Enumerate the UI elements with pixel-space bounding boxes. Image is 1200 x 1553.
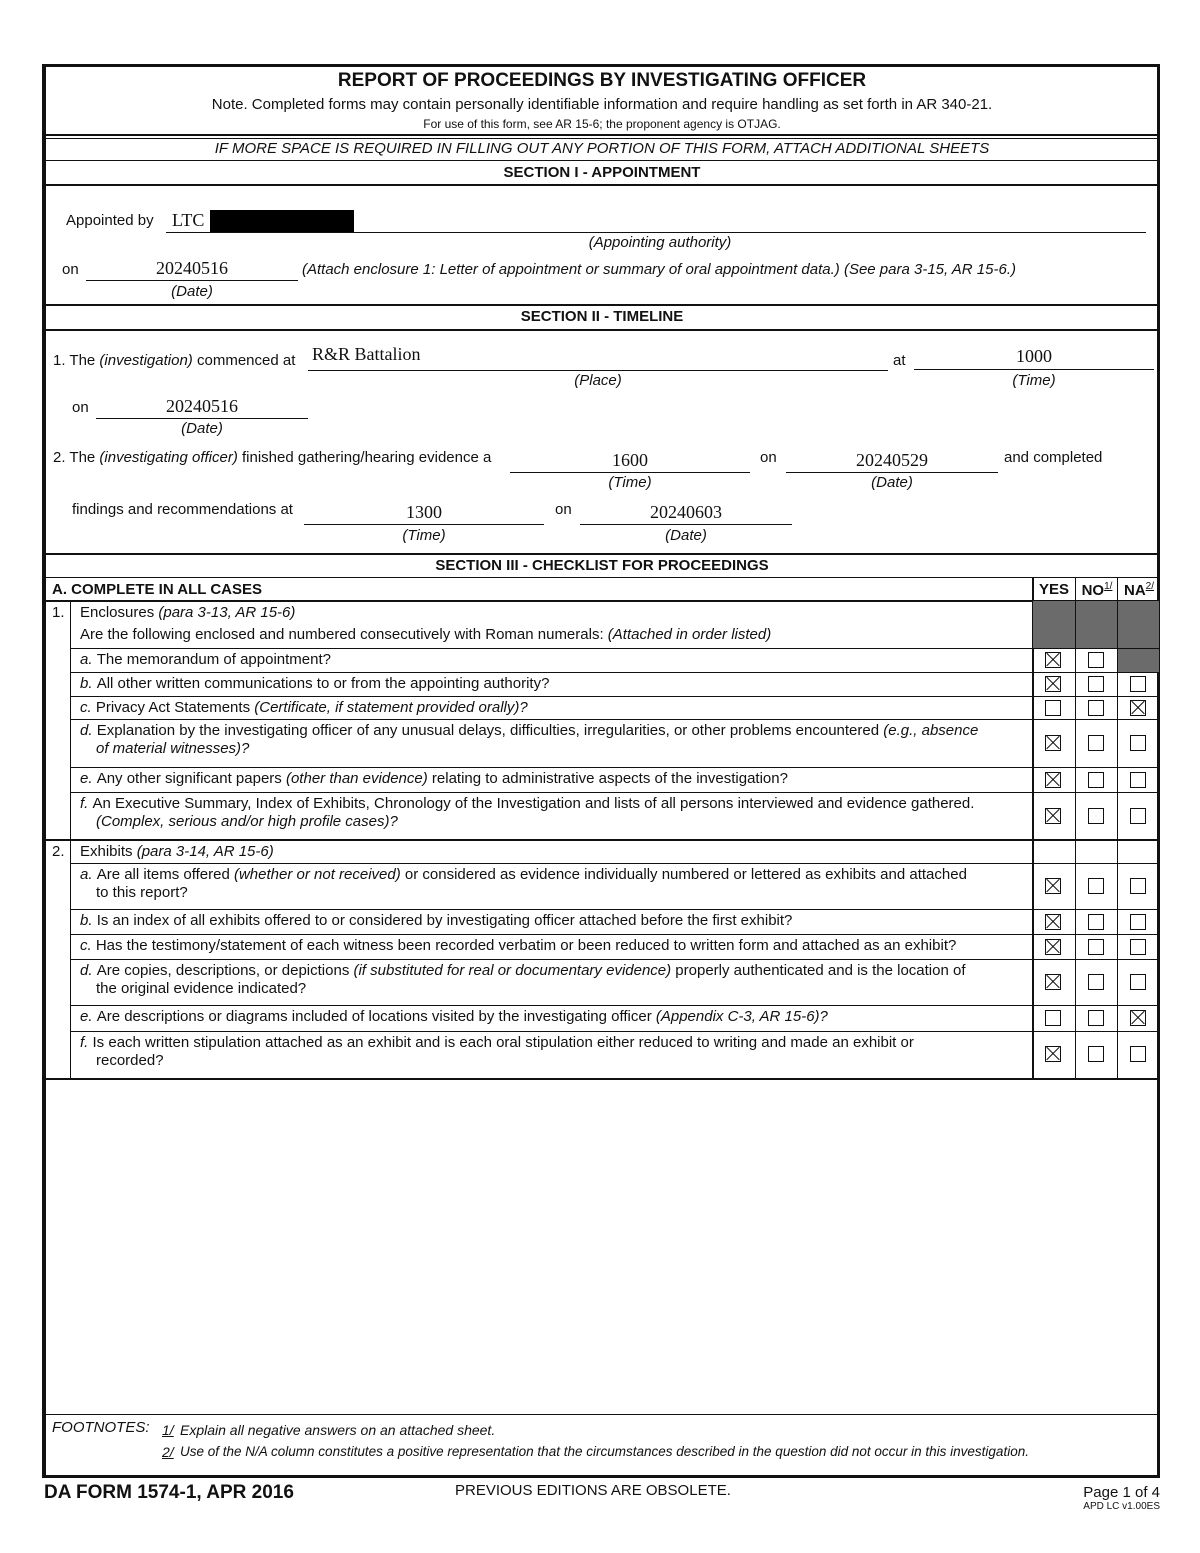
commence-date[interactable]: 20240516 (166, 396, 238, 416)
divider (44, 839, 1160, 841)
commence-time[interactable]: 1000 (1016, 346, 1052, 366)
section2-title: SECTION II - TIMELINE (520, 308, 684, 325)
date-caption: (Date) (171, 283, 213, 300)
yes-checkbox[interactable] (1045, 939, 1061, 955)
yes-checkbox[interactable] (1045, 914, 1061, 930)
shaded-cell (1076, 601, 1117, 648)
yes-checkbox[interactable] (1045, 808, 1061, 824)
pii-note: Note. Completed forms may contain personally identifiable information and require handling as set forth in AR 340-21. (211, 96, 993, 113)
more-space-note: IF MORE SPACE IS REQUIRED IN FILLING OUT ANY PORTION OF THIS FORM, ATTACH ADDITIONAL SHEETS (214, 140, 990, 157)
appointed-by-label: Appointed by (66, 212, 154, 229)
time-caption: (Time) (1012, 372, 1056, 389)
attach-note: (Attach enclosure 1: Letter of appointment or summary of oral appointment data.) (See para 3-15, AR 15-6.) (302, 261, 1016, 278)
version: APD LC v1.00ES (1083, 1501, 1160, 1512)
time-line (304, 524, 544, 525)
na-checkbox[interactable] (1130, 914, 1146, 930)
divider (71, 719, 1160, 720)
question-letter: a. (80, 651, 97, 668)
question-text: b. Is an index of all exhibits offered to or considered by investigating officer attached before the first exhibit? (80, 912, 793, 929)
timeline-line1: 1. The (investigation) commenced at (53, 352, 296, 369)
place-line (308, 370, 888, 371)
divider (44, 1414, 1160, 1415)
question-text: f. An Executive Summary, Index of Exhibits, Chronology of the Investigation and lists of all persons interviewed and evidence gathered. (Complex, serious and/or high profile cases)? (80, 795, 975, 830)
on-label: on (72, 399, 89, 416)
no-col-line (1075, 578, 1076, 1078)
appointing-authority-caption: (Appointing authority) (588, 234, 732, 251)
time-caption: (Time) (608, 474, 652, 491)
date-line (786, 472, 998, 473)
section3-title: SECTION III - CHECKLIST FOR PROCEEDINGS (435, 557, 769, 574)
question-letter: a. (80, 866, 97, 883)
divider (71, 909, 1160, 910)
question-text: a. The memorandum of appointment? (80, 651, 331, 668)
yes-checkbox[interactable] (1045, 1046, 1061, 1062)
findings-time[interactable]: 1300 (406, 502, 442, 522)
use-line: For use of this form, see AR 15-6; the proponent agency is OTJAG. (423, 117, 781, 131)
divider (71, 934, 1160, 935)
question-text: c. Has the testimony/statement of each witness been recorded verbatim or been reduced to written form and attached as an exhibit? (80, 937, 957, 954)
divider (71, 672, 1160, 673)
item1-subheading: Are the following enclosed and numbered consecutively with Roman numerals: (Attached in order listed) (80, 626, 772, 643)
shaded-cell (1033, 601, 1075, 648)
divider (71, 696, 1160, 697)
appointed-by-value[interactable]: LTC (172, 210, 205, 230)
time-line (914, 369, 1154, 370)
and-completed: and completed (1004, 449, 1103, 466)
footnote1-number: 1/ (162, 1422, 174, 1438)
divider (71, 648, 1160, 649)
footnote2-text: Use of the N/A column constitutes a positive representation that the circumstances described in the question did not occur in this investigation. (180, 1444, 1029, 1459)
na-checkbox[interactable] (1130, 974, 1146, 990)
no-checkbox[interactable] (1088, 700, 1104, 716)
page-number: Page 1 of 4 (1083, 1484, 1160, 1501)
date-line (86, 280, 298, 281)
na-checkbox[interactable] (1130, 878, 1146, 894)
on-label: on (760, 449, 777, 466)
no-checkbox[interactable] (1088, 878, 1104, 894)
item2-heading: Exhibits (para 3-14, AR 15-6) (80, 843, 274, 860)
no-checkbox[interactable] (1088, 1010, 1104, 1026)
yes-checkbox[interactable] (1045, 974, 1061, 990)
footnote2-number: 2/ (162, 1444, 174, 1460)
footnote1-text: Explain all negative answers on an attached sheet. (180, 1422, 496, 1438)
question-text: d. Are copies, descriptions, or depictions (if substituted for real or documentary evidence) properly authenticated and is the location of the original evidence indicated? (80, 962, 966, 997)
at-label: at (893, 352, 906, 369)
divider (71, 792, 1160, 793)
question-letter: b. (80, 675, 97, 692)
question-text: f. Is each written stipulation attached as an exhibit and is each oral stipulation either reduced to writing and made an exhibit or recorded? (80, 1034, 914, 1069)
section1-title: SECTION I - APPOINTMENT (503, 164, 701, 181)
time-line (510, 472, 750, 473)
no-checkbox[interactable] (1088, 914, 1104, 930)
question-text: d. Explanation by the investigating officer of any unusual delays, difficulties, irregularities, or other problems encountered (e.g., absence of material witnesses)? (80, 722, 979, 757)
yes-checkbox[interactable] (1045, 676, 1061, 692)
time-caption: (Time) (402, 527, 446, 544)
question-letter: f. (80, 795, 93, 812)
divider (71, 959, 1160, 960)
appointing-authority-line (166, 232, 1146, 233)
question-letter: d. (80, 722, 97, 739)
on-label: on (555, 501, 572, 518)
na-checkbox[interactable] (1130, 939, 1146, 955)
no-checkbox[interactable] (1088, 652, 1104, 668)
divider (71, 863, 1160, 864)
evidence-date[interactable]: 20240529 (856, 450, 928, 470)
form-title: REPORT OF PROCEEDINGS BY INVESTIGATING OFFICER (337, 70, 867, 91)
shaded-cell (1118, 601, 1159, 672)
question-letter: c. (80, 937, 96, 954)
no-checkbox[interactable] (1088, 735, 1104, 751)
item1-number: 1. (52, 604, 65, 621)
yes-col-line (1032, 578, 1034, 1078)
date-line (580, 524, 792, 525)
yes-checkbox[interactable] (1045, 700, 1061, 716)
na-checkbox[interactable] (1130, 808, 1146, 824)
question-text: c. Privacy Act Statements (Certificate, if statement provided orally)? (80, 699, 528, 716)
question-letter: e. (80, 1008, 97, 1025)
place-caption: (Place) (574, 372, 622, 389)
no-checkbox[interactable] (1088, 772, 1104, 788)
divider (44, 329, 1160, 331)
findings-date[interactable]: 20240603 (650, 502, 722, 522)
question-letter: b. (80, 912, 97, 929)
na-checkbox[interactable] (1130, 772, 1146, 788)
on-label: on (62, 261, 79, 278)
yes-checkbox[interactable] (1045, 878, 1061, 894)
yes-checkbox[interactable] (1045, 1010, 1061, 1026)
col-no-header: $NO^{1/}$ (1081, 581, 1113, 599)
redaction-bar (210, 210, 354, 233)
no-checkbox[interactable] (1088, 1046, 1104, 1062)
item2-number: 2. (52, 843, 65, 860)
date-caption: (Date) (665, 527, 707, 544)
divider (71, 767, 1160, 768)
divider (44, 600, 1160, 602)
item1-heading: Enclosures (para 3-13, AR 15-6) (80, 604, 296, 621)
no-checkbox[interactable] (1088, 676, 1104, 692)
yes-checkbox[interactable] (1045, 652, 1061, 668)
na-checkbox[interactable] (1130, 735, 1146, 751)
divider (71, 1005, 1160, 1006)
na-checkbox[interactable] (1130, 1046, 1146, 1062)
question-letter: d. (80, 962, 97, 979)
na-checkbox[interactable] (1130, 700, 1146, 716)
question-text: b. All other written communications to or from the appointing authority? (80, 675, 550, 692)
no-checkbox[interactable] (1088, 939, 1104, 955)
divider (44, 134, 1160, 136)
question-letter: f. (80, 1034, 93, 1051)
part-a-heading: A. COMPLETE IN ALL CASES (52, 581, 263, 598)
divider (71, 1031, 1160, 1032)
timeline-line2: 2. The (investigating officer) finished gathering/hearing evidence a (53, 449, 492, 466)
divider (44, 138, 1160, 139)
findings-label: findings and recommendations at (72, 501, 293, 518)
question-letter: c. (80, 699, 96, 716)
appointment-date[interactable]: 20240516 (156, 258, 228, 278)
divider (44, 553, 1160, 555)
na-checkbox[interactable] (1130, 1010, 1146, 1026)
yes-checkbox[interactable] (1045, 772, 1061, 788)
question-text: e. Are descriptions or diagrams included of locations visited by the investigating officer (Appendix C-3, AR 15-6)? (80, 1008, 828, 1025)
form-id: DA FORM 1574-1, APR 2016 (44, 1482, 294, 1503)
divider (44, 577, 1160, 578)
place-value[interactable]: R&R Battalion (312, 344, 421, 364)
divider (44, 304, 1160, 306)
no-checkbox[interactable] (1088, 808, 1104, 824)
evidence-time[interactable]: 1600 (612, 450, 648, 470)
divider (44, 1078, 1160, 1080)
date-caption: (Date) (871, 474, 913, 491)
date-caption: (Date) (181, 420, 223, 437)
yes-checkbox[interactable] (1045, 735, 1061, 751)
divider (44, 160, 1160, 161)
date-line (96, 418, 308, 419)
no-checkbox[interactable] (1088, 974, 1104, 990)
divider (44, 184, 1160, 186)
col-na-header: $NA^{2/}$ (1123, 581, 1154, 599)
question-text: a. Are all items offered (whether or not received) or considered as evidence individually numbered or lettered as exhibits and attached to this report? (80, 866, 967, 901)
footnotes-label: FOOTNOTES: (52, 1419, 150, 1436)
question-letter: e. (80, 770, 97, 787)
na-checkbox[interactable] (1130, 676, 1146, 692)
question-text: e. Any other significant papers (other than evidence) relating to administrative aspects of the investigation? (80, 770, 788, 787)
obsolete-note: PREVIOUS EDITIONS ARE OBSOLETE. (455, 1482, 731, 1499)
col-yes-header: YES (1038, 581, 1069, 598)
